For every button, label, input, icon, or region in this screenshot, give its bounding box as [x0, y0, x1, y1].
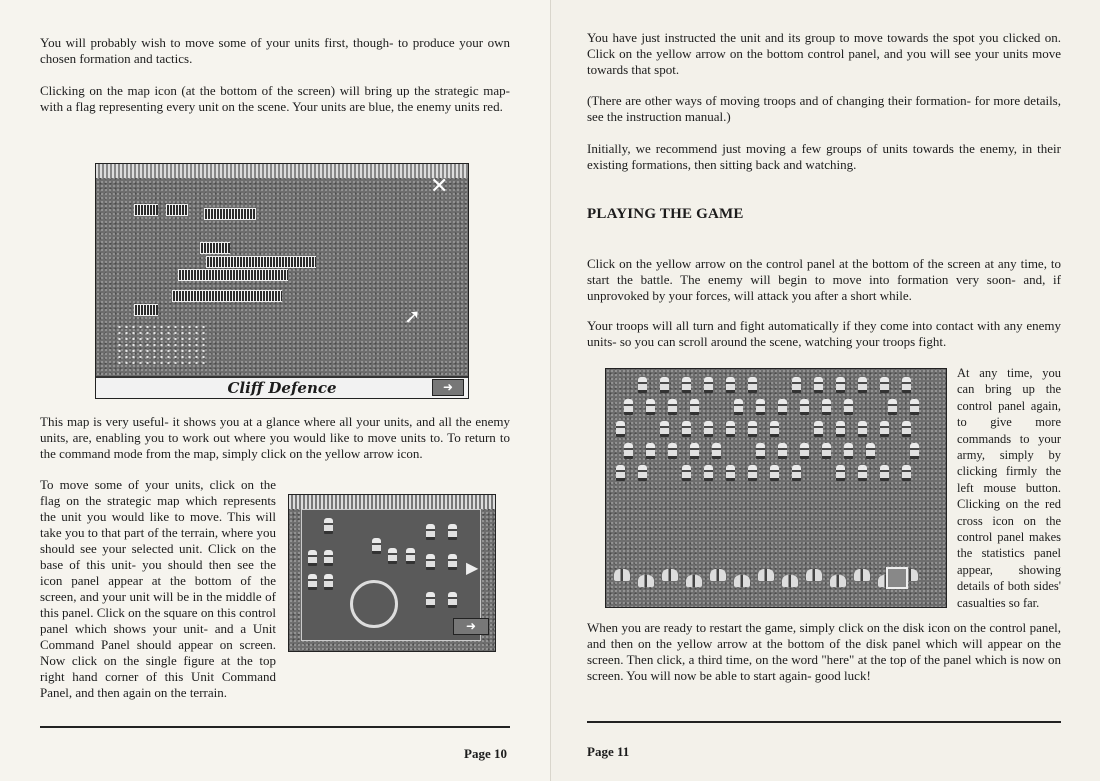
soldier-figure: [616, 421, 625, 437]
soldier-figure: [690, 399, 699, 415]
cavalry-figure: [662, 569, 678, 581]
terrain-edge: [289, 495, 495, 509]
play-icon: ▶: [466, 558, 479, 577]
soldier-figure: [624, 443, 633, 459]
battle-screenshot: [605, 368, 947, 608]
soldier-figure: [638, 465, 647, 481]
unit-flag: [134, 304, 158, 316]
soldier-figure: [748, 377, 757, 393]
soldier-figure: [668, 443, 677, 459]
paragraph: At any time, you can bring up the control panel again, to give more commands to your army, simply by clicking firmly the left mouse button. Clicking on the red cross icon on the control panel makes the statistics panel appear, showing details of both sides' casualties so far.: [957, 366, 1061, 610]
soldier-figure: [770, 421, 779, 437]
soldier-figure: [748, 421, 757, 437]
map-caption-bar: [96, 376, 468, 398]
soldier-figure: [880, 465, 889, 481]
unit-command-panel-screenshot: [288, 494, 496, 652]
page-number: Page 10: [464, 746, 507, 761]
cavalry-figure: [614, 569, 630, 581]
soldier-figure: [660, 421, 669, 437]
soldier-figure: [646, 399, 655, 415]
soldier-figure: [770, 465, 779, 481]
soldier-figure: [910, 443, 919, 459]
soldier-figure: [426, 592, 435, 608]
paragraph: You have just instructed the unit and its group to move towards the spot you clicked on. Click on the yellow arrow on the bottom control panel, and you will see your units move towards that spot.: [587, 30, 1061, 77]
unit-emblem: [350, 580, 398, 628]
soldier-figure: [308, 550, 317, 566]
soldier-figure: [426, 554, 435, 570]
cavalry-figure: [734, 575, 750, 587]
soldier-figure: [308, 574, 317, 590]
flag-icon: ✕: [430, 174, 449, 199]
section-heading: PLAYING THE GAME: [587, 206, 744, 222]
yellow-arrow-icon: ➜: [432, 379, 464, 396]
soldier-figure: [324, 550, 333, 566]
arrow-icon: ➜: [453, 618, 489, 635]
cavalry-figure: [758, 569, 774, 581]
soldier-figure: [726, 421, 735, 437]
page-number: Page 11: [587, 744, 630, 759]
unit-flag: [204, 208, 256, 220]
unit-flag: [206, 256, 316, 268]
paragraph: Your troops will all turn and fight automatically if they come into contact with any enemy units- so you can scroll around the scene, watching your troops fight.: [587, 318, 1061, 349]
soldier-figure: [880, 377, 889, 393]
cavalry-figure: [830, 575, 846, 587]
soldier-figure: [668, 399, 677, 415]
paragraph: When you are ready to restart the game, simply click on the disk icon on the control panel, and then on the yellow arrow at the bottom of the disk panel which will appear on the screen. Then click, a third time, on the word "here" at the top of the panel which is now on screen. You will now be able to start again- good luck!: [587, 620, 1061, 683]
soldier-figure: [888, 399, 897, 415]
unit-flag: [134, 204, 158, 216]
unit-flag: [172, 290, 282, 302]
soldier-figure: [448, 554, 457, 570]
cavalry-figure: [854, 569, 870, 581]
soldier-figure: [426, 524, 435, 540]
map-caption: Cliff Defence: [227, 379, 337, 397]
soldier-figure: [800, 443, 809, 459]
soldier-figure: [836, 377, 845, 393]
soldier-figure: [800, 399, 809, 415]
soldier-figure: [726, 377, 735, 393]
paragraph: Initially, we recommend just moving a few groups of units towards the enemy, in their existing formations, then sitting back and watching.: [587, 141, 1061, 172]
footer-rule: [587, 721, 1061, 723]
strategic-map-screenshot: [95, 163, 469, 399]
soldier-figure: [624, 399, 633, 415]
paragraph: Clicking on the map icon (at the bottom of the screen) will bring up the strategic map- with a flag representing every unit on the scene. Your units are blue, the enemy units red.: [40, 83, 510, 114]
soldier-figure: [712, 443, 721, 459]
soldier-figure: [822, 399, 831, 415]
soldier-figure: [748, 465, 757, 481]
soldier-figure: [756, 399, 765, 415]
soldier-figure: [814, 377, 823, 393]
soldier-figure: [448, 524, 457, 540]
soldier-figure: [836, 465, 845, 481]
cavalry-figure: [782, 575, 798, 587]
paragraph: (There are other ways of moving troops and of changing their formation- for more details, see the instruction manual.): [587, 93, 1061, 124]
soldier-figure: [638, 377, 647, 393]
soldier-figure: [792, 377, 801, 393]
soldier-figure: [704, 421, 713, 437]
soldier-figure: [682, 465, 691, 481]
soldier-figure: [822, 443, 831, 459]
soldier-figure: [704, 465, 713, 481]
soldier-figure: [814, 421, 823, 437]
paragraph: To move some of your units, click on the flag on the strategic map which represents the unit you would like to move. This will take you to that part of the terrain, where you should see your selected unit. Click on the base of this unit- you should then see the icon panel appear at the bottom of the screen, and your unit will be in the middle of this panel. Click on the square on this control panel which shows your unit- and a Unit Command Panel should appear on screen. Now click on the single figure at the top right hand corner of this Unit Command Panel, and then again on the terrain.: [40, 477, 276, 700]
mouse-pointer-icon: ➚: [404, 304, 421, 328]
soldier-figure: [910, 399, 919, 415]
terrain-rocks: [116, 324, 206, 364]
soldier-figure: [858, 421, 867, 437]
soldier-figure: [836, 421, 845, 437]
soldier-figure: [880, 421, 889, 437]
soldier-figure: [682, 377, 691, 393]
cavalry-figure: [686, 575, 702, 587]
soldier-figure: [388, 548, 397, 564]
soldier-figure: [324, 574, 333, 590]
soldier-figure: [726, 465, 735, 481]
soldier-figure: [448, 592, 457, 608]
soldier-figure: [858, 465, 867, 481]
soldier-figure: [778, 443, 787, 459]
soldier-figure: [902, 377, 911, 393]
soldier-figure: [756, 443, 765, 459]
soldier-figure: [646, 443, 655, 459]
unit-flag: [178, 269, 288, 281]
soldier-figure: [682, 421, 691, 437]
cavalry-figure: [638, 575, 654, 587]
soldier-figure: [324, 518, 333, 534]
soldier-figure: [616, 465, 625, 481]
soldier-figure: [844, 443, 853, 459]
soldier-figure: [660, 377, 669, 393]
paragraph: This map is very useful- it shows you at a glance where all your units, and all the enemy units, are, enabling you to work out where you would like to move units to. To return to the command mode from the map, simply click on the yellow arrow icon.: [40, 414, 510, 461]
soldier-figure: [792, 465, 801, 481]
paragraph: Click on the yellow arrow on the control panel at the bottom of the screen at any time, to start the battle. The enemy will begin to move into formation very soon- and, if unprovoked by your forces, will attack you after a short while.: [587, 256, 1061, 303]
soldier-figure: [902, 421, 911, 437]
red-cross-icon: [886, 567, 908, 589]
paragraph: You will probably wish to move some of your units first, though- to produce your own chosen formation and tactics.: [40, 35, 510, 66]
soldier-figure: [778, 399, 787, 415]
unit-flag: [200, 242, 230, 254]
soldier-figure: [734, 399, 743, 415]
soldier-figure: [704, 377, 713, 393]
footer-rule: [40, 726, 510, 728]
right-page: [550, 0, 1100, 781]
soldier-figure: [844, 399, 853, 415]
soldier-figure: [858, 377, 867, 393]
map-terrain-edge: [96, 164, 468, 178]
cavalry-figure: [806, 569, 822, 581]
soldier-figure: [866, 443, 875, 459]
cavalry-figure: [710, 569, 726, 581]
unit-flag: [166, 204, 188, 216]
soldier-figure: [372, 538, 381, 554]
soldier-figure: [902, 465, 911, 481]
soldier-figure: [406, 548, 415, 564]
soldier-figure: [690, 443, 699, 459]
